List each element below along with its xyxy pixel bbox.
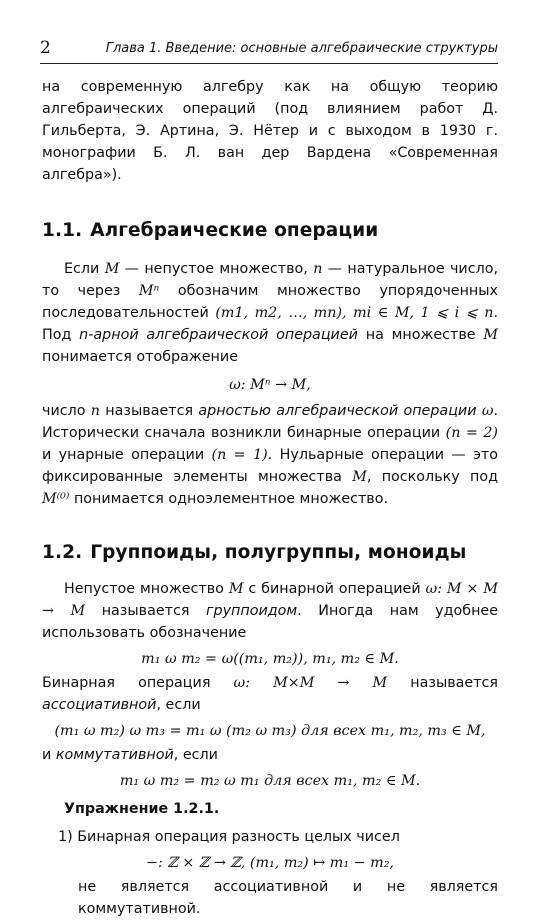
math-inline: ω: M × M → M [42,581,499,619]
text-span: называется [101,603,190,619]
math-var: ω [481,403,494,419]
math-inline: (n = 2) [445,425,499,441]
paragraph-operation-definition [42,258,498,368]
text-span: . Исторически сначала возникли бинарные операции [42,403,499,441]
text-span: Бинарная операция [42,675,211,691]
term-italic: коммутативной [55,747,174,763]
header-rule [40,63,498,64]
display-formula-notation: m₁ ω m₂ = ω((m₁, m₂)), m₁, m₂ ∈ M. [141,651,399,667]
text-span: . Иногда нам удобнее использовать обозначение [42,603,499,641]
term-italic: арностью алгебраической операции [198,403,477,419]
math-var: Mⁿ [138,283,160,299]
term-italic: ассоциативной [42,697,157,713]
text-span: Непустое множество [64,581,224,597]
text-span: Если [64,261,100,277]
term-italic: группоидом [206,603,298,619]
section-number: 1.1. [42,220,83,241]
math-var: M [104,261,120,277]
display-formula-commutativity: m₁ ω m₂ = m₂ ω m₁ для всех m₁, m₂ ∈ M. [119,773,421,789]
math-inline: (n = 1). [211,447,273,463]
page-number: 2 [40,38,51,58]
text-span: Под [42,327,72,343]
section-heading-1-2 [42,542,498,564]
math-var: n [90,403,100,419]
exercise-heading: Упражнение 1.2.1. [64,801,220,817]
section-number: 1.2. [42,542,83,563]
text-span: и [42,747,52,763]
display-formula: ω: Mⁿ → M, [229,377,311,393]
math-inline: ω: M×M → M [233,675,388,691]
text-span: понимается одноэлементное множество. [73,491,389,507]
section-title: Алгебраические операции [90,220,379,241]
math-var: n [313,261,323,277]
math-var: M [228,581,244,597]
text-span: , если [173,747,218,763]
text-span: — натуральное число, то через [42,261,499,299]
display-formula-subtraction: −: ℤ × ℤ → ℤ, (m₁, m₂) ↦ m₁ − m₂, [146,855,394,871]
term-italic: n-арной алгебраической операцией [79,327,358,343]
text-span: с бинарной операцией [248,581,421,597]
paragraph-groupoid [42,578,498,644]
page-body [42,76,498,920]
math-inline: (m1, m2, …, mn), mi ∈ M, 1 ⩽ i ⩽ n. [215,305,499,321]
display-formula-associativity: (m₁ ω m₂) ω m₃ = m₁ ω (m₂ ω m₃) для всех m₁, m₂, m₃ ∈ M, [54,723,486,739]
paragraph-associative [42,672,498,716]
intro-paragraph: на современную алгебру как на общую теорию алгебраических операций (под влиянием работ Д. Гильберта, Э. Артина, Э. Нётер и с выходом в 1930 г. монографии Б. Л. ван дер Вардена «Современная алгебра»). [42,79,498,183]
math-inline: M⁽⁰⁾ [42,491,70,507]
paragraph-arity [42,400,498,510]
text-span: Нульарные операции — это фиксированные элементы множества [42,447,499,485]
text-span: число [42,403,86,419]
section-title: Группоиды, полугруппы, моноиды [90,542,467,563]
running-head: Глава 1. Введение: основные алгебраические структуры [105,41,498,56]
text-span: обозначим множество упорядоченных последовательностей [42,283,499,321]
text-span: и унарные операции [42,447,205,463]
text-span: понимается отображение [42,349,238,365]
paragraph-commutative [42,744,498,766]
page-header [40,38,498,62]
text-span: , поскольку под [366,469,498,485]
section-heading-1-1 [42,220,498,242]
text-span: называется [105,403,194,419]
exercise-item-1-conclusion: не является ассоциативной и не является коммутативной. [78,879,498,917]
text-span: — непустое множество, [124,261,308,277]
exercise-item-1: 1) Бинарная операция разность целых чисел [58,829,400,845]
math-var: M [352,469,367,485]
text-span: , если [156,697,201,713]
text-span: называется [410,675,499,691]
text-span: на множестве [365,327,476,343]
math-var: M [483,327,498,343]
